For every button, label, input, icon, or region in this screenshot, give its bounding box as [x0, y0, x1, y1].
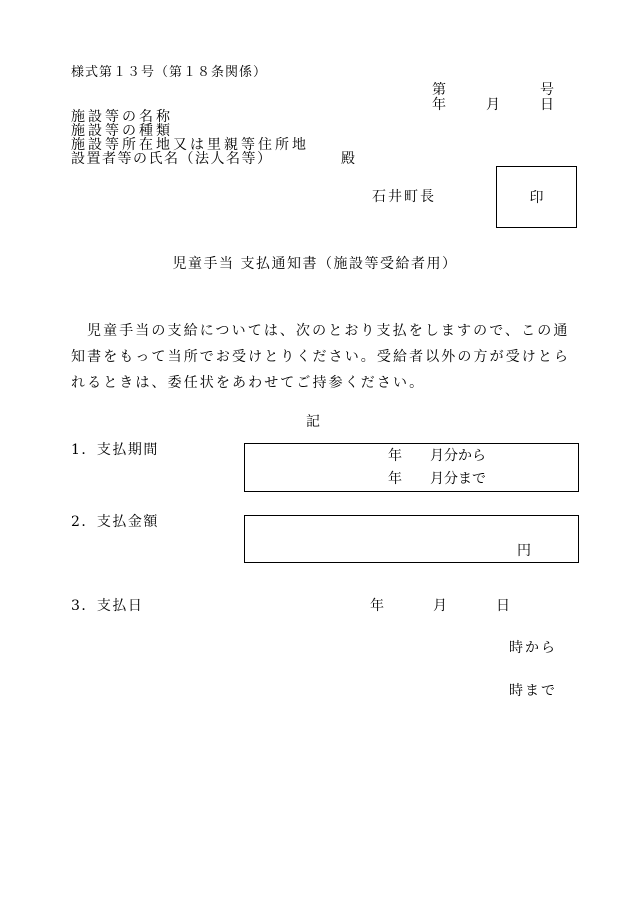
- document-number: [432, 83, 554, 97]
- period-to: 年 月分まで: [388, 471, 486, 487]
- ki-heading: 記: [306, 414, 320, 430]
- payment-date: [370, 599, 510, 613]
- notice-body: [71, 318, 571, 396]
- payment-date-label: 3．支払日: [71, 598, 144, 614]
- payment-month: 月: [433, 598, 447, 614]
- body-line-2: 知書をもって当所でお受けとりください。受給者以外の方が受けとら: [71, 349, 571, 365]
- issue-day: 日: [540, 97, 554, 113]
- body-line-3: れるときは、委任状をあわせてご持参ください。: [71, 375, 426, 391]
- issue-date: [432, 98, 554, 112]
- payment-time-from: 時から: [509, 640, 557, 656]
- facility-name-label: 施設等の名称: [71, 109, 173, 125]
- document-title: 児童手当 支払通知書（施設等受給者用）: [172, 256, 458, 272]
- facility-address-label: 施設等所在地又は里親等住所地: [71, 137, 309, 153]
- doc-no-suffix: 号: [540, 82, 554, 98]
- issue-month: 月: [486, 97, 500, 113]
- amount-unit: 円: [517, 543, 531, 559]
- honorific: 殿: [341, 151, 355, 167]
- payment-time-to: 時まで: [509, 683, 557, 699]
- doc-no-prefix: 第: [432, 82, 446, 98]
- operator-name-label: 設置者等の氏名（法人名等）: [71, 151, 273, 167]
- payment-amount-label: 2．支払金額: [71, 514, 159, 530]
- issuer-title: 石井町長: [372, 189, 436, 205]
- seal-box: [496, 166, 577, 228]
- period-from: 年 月分から: [388, 448, 486, 464]
- payment-period-label: 1．支払期間: [71, 442, 159, 458]
- issue-year: 年: [432, 97, 446, 113]
- facility-type-label: 施設等の種類: [71, 123, 173, 139]
- seal-label: 印: [529, 190, 544, 206]
- payment-day: 日: [496, 598, 510, 614]
- payment-amount-box: [244, 515, 579, 563]
- body-line-1: 児童手当の支給については、次のとおり支払をしますので、この通: [87, 323, 570, 339]
- payment-period-box: [244, 443, 579, 492]
- form-number: 様式第１３号（第１８条関係）: [71, 65, 268, 80]
- payment-year: 年: [370, 598, 384, 614]
